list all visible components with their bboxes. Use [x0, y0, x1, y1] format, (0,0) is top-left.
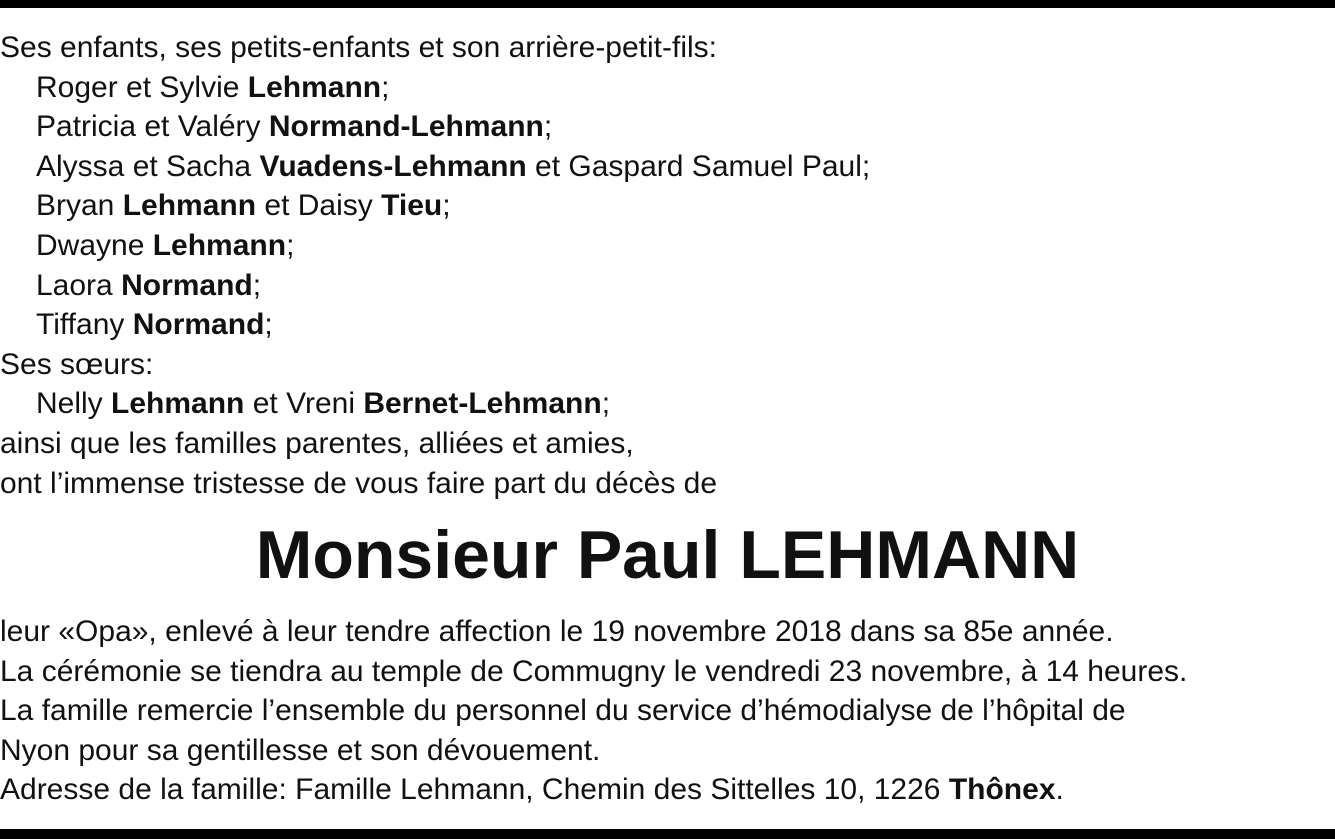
address-punct: . [1055, 773, 1064, 807]
member-surname: Normand [121, 268, 253, 302]
member-names: Dwayne [36, 228, 153, 262]
details-block [0, 612, 1335, 810]
details-line-2: La cérémonie se tiendra au temple de Commugny le vendredi 23 novembre, à 14 heures. [0, 654, 1188, 688]
member-extra: et Daisy [256, 189, 382, 223]
family-member [0, 147, 1335, 187]
family-intro: Ses enfants, ses petits-enfants et son arrière-petit-fils: [0, 31, 717, 64]
top-rule [0, 0, 1335, 8]
sister-punct: ; [601, 387, 611, 421]
address-city: Thônex [948, 773, 1056, 807]
member-extra: et Gaspard Samuel Paul; [526, 149, 871, 183]
member-surname: Normand [132, 308, 265, 342]
member-punct: ; [381, 70, 390, 104]
deceased-name: Monsieur Paul LEHMANN [255, 517, 1080, 593]
member-surname: Lehmann [247, 70, 382, 104]
member-surname: Lehmann [152, 228, 287, 262]
details-line-4: Nyon pour sa gentillesse et son dévouement. [0, 733, 601, 767]
member-punct: ; [286, 228, 295, 262]
member-punct: ; [252, 268, 262, 302]
family-member [0, 266, 1335, 306]
family-member [0, 107, 1335, 147]
member-surname-2: Tieu [381, 189, 443, 223]
family-member [0, 305, 1335, 345]
member-punct: ; [264, 308, 273, 342]
sister-name: Nelly [36, 387, 112, 421]
family-member [0, 186, 1335, 226]
announcement-line: ont l’immense tristesse de vous faire part du décès de [0, 466, 718, 500]
member-names: Roger et Sylvie [36, 70, 248, 104]
sister-surname-2: Bernet-Lehmann [363, 387, 602, 421]
details-line-3: La famille remercie l’ensemble du personnel du service d’hémodialyse de l’hôpital de [0, 694, 1126, 728]
member-punct: ; [543, 110, 553, 144]
member-surname: Vuadens-Lehmann [259, 149, 527, 183]
families-line: ainsi que les familles parentes, alliées et amies, [0, 426, 634, 460]
member-names: Patricia et Valéry [36, 110, 269, 144]
member-surname: Normand-Lehmann [268, 110, 544, 144]
member-names: Tiffany [36, 308, 133, 342]
family-list [0, 28, 1335, 503]
member-punct: ; [442, 189, 451, 223]
family-member [0, 226, 1335, 266]
member-names: Laora [36, 268, 122, 302]
address-line [0, 770, 1335, 810]
sister-surname: Lehmann [111, 387, 245, 421]
sister-extra: et Vreni [244, 387, 364, 421]
family-member [0, 68, 1335, 108]
sisters-line [0, 384, 1335, 424]
member-surname: Lehmann [122, 189, 257, 223]
member-names: Bryan [36, 189, 123, 223]
details-line-1: leur «Opa», enlevé à leur tendre affection le 19 novembre 2018 dans sa 85e année. [0, 615, 1114, 648]
sisters-intro: Ses sœurs: [0, 347, 154, 381]
address-text: Adresse de la famille: Famille Lehmann, Chemin des Sittelles 10, 1226 [0, 773, 949, 807]
member-names: Alyssa et Sacha [36, 149, 260, 183]
bottom-rule [0, 829, 1335, 839]
